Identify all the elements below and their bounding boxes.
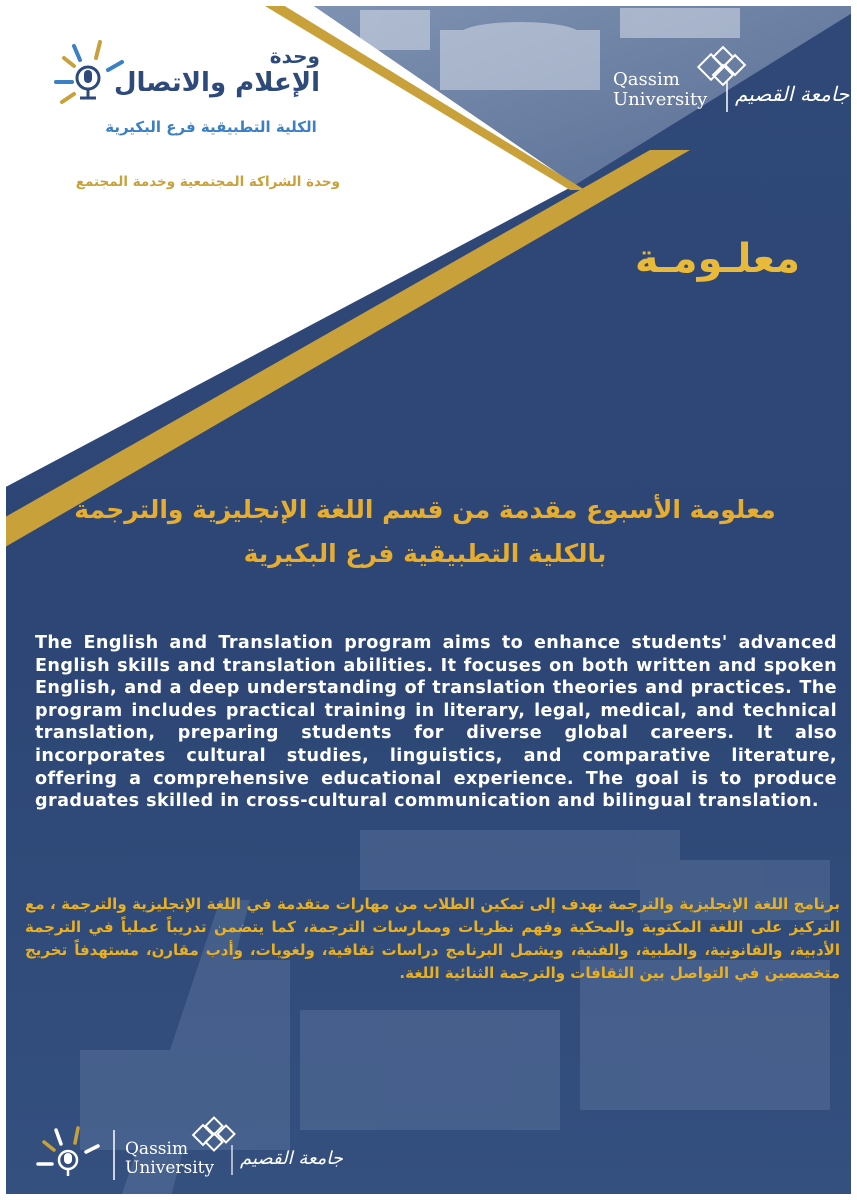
university-name-ar-top: جامعة القصيم [735, 82, 850, 106]
headline-line2: بالكلية التطبيقية فرع البكيرية [243, 539, 607, 568]
headline-line1: معلومة الأسبوع مقدمة من قسم اللغة الإنجليزية والترجمة [74, 495, 776, 524]
university-name-en-top: Qassim University [613, 69, 708, 110]
college-name: الكلية التطبيقية فرع البكيرية [105, 118, 317, 136]
headline [30, 488, 820, 576]
university-name-ar-bottom: جامعة القصيم [240, 1148, 343, 1169]
arabic-body-text: برنامج اللغة الإنجليزية والترجمة يهدف إلى تمكين الطلاب من مهارات متقدمة في اللغة الإنجليزية والترجمة ، مع التركيز على اللغة المكتوبة والمحكية وفهم نظريات وممارسات الترجمة، كما يتضمن تدريباً عملياً في الترجمة الأدبية، والقانونية، والطبية، والفنية، ويشمل البرنامج دراسات ثقافية، ولغويات، وأدب مقارن، مستهدفاً تخريج متخصصين في التواصل بين الثقافات والترجمة الثنائية اللغة. [25, 895, 840, 982]
english-body-text: The English and Translation program aims to enhance students' advanced English skills and translation abilities. It focuses on both written and spoken English, and a deep understanding of translation theories and practices. The program includes practical training in literary, legal, medical, and technical translation, preparing students for diverse global careers. It also incorporates cultural studies, linguistics, and comparative literature, offering a comprehensive educational experience. The goal is to produce graduates skilled in cross-cultural communication and bilingual translation. [35, 633, 837, 812]
media-unit-name [110, 44, 320, 98]
page-title: معلـومـة [634, 236, 800, 282]
media-unit-line2: الإعلام والاتصال [113, 68, 320, 98]
university-name-en-bottom: Qassim University [125, 1139, 215, 1178]
partnership-unit-name: وحدة الشراكة المجتمعية وخدمة المجتمع [75, 174, 340, 190]
media-unit-line1: وحدة [269, 44, 320, 68]
